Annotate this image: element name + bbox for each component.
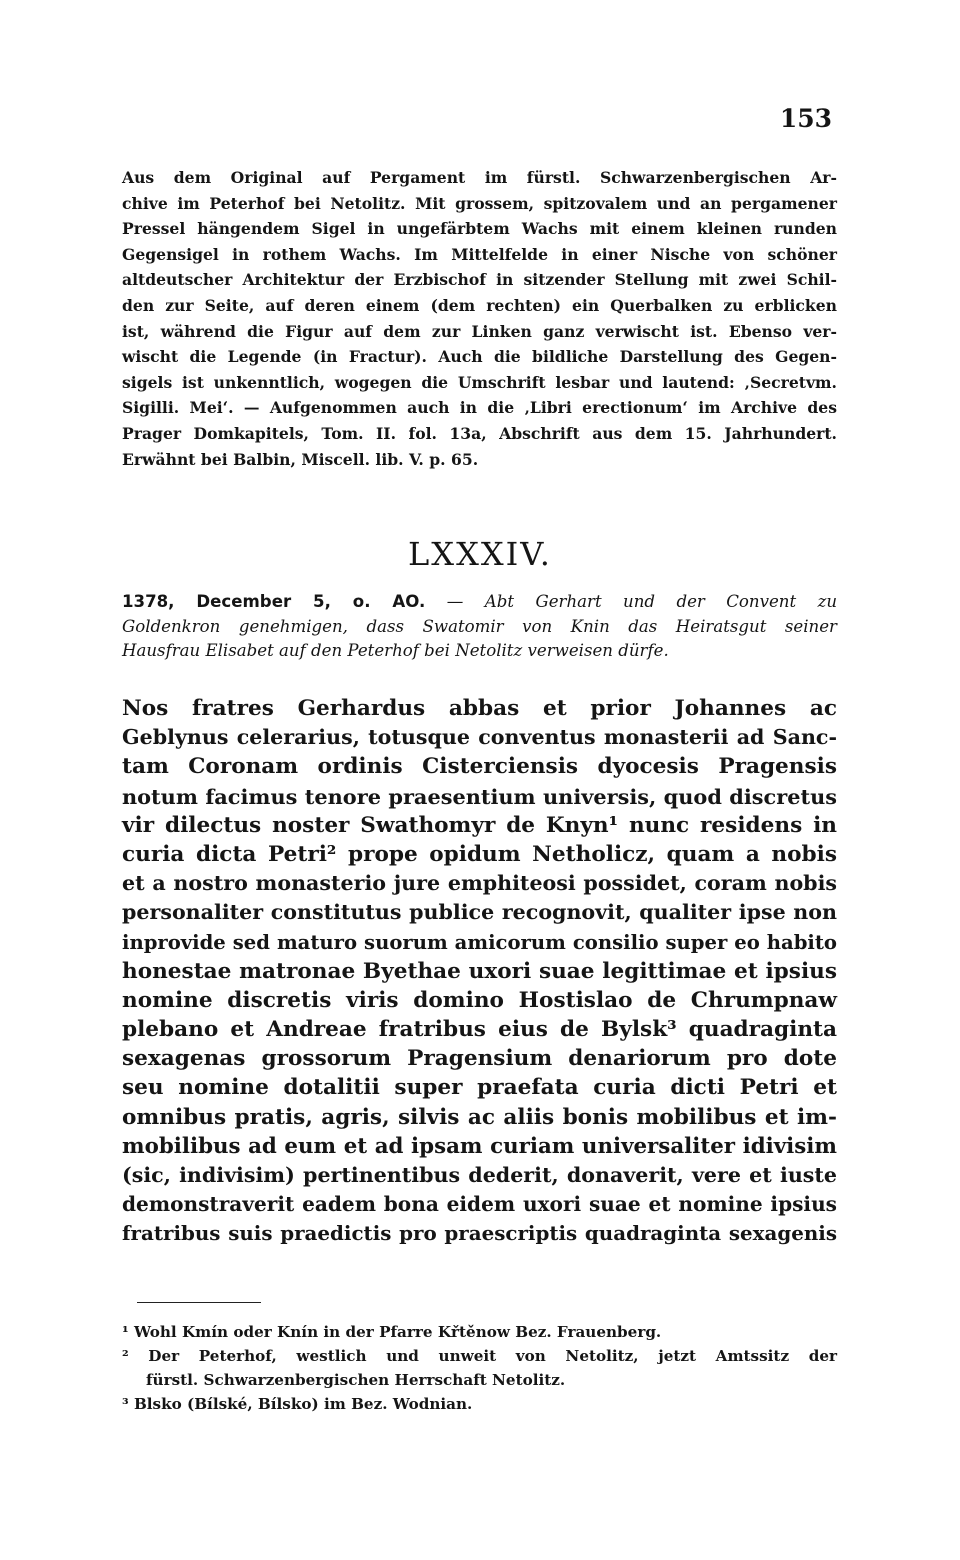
body-line: Geblynus celerarius, totusque conventus monasterii ad Sanc-: [122, 725, 837, 750]
intro-line: Prager Domkapitels, Tom. II. fol. 13a, Abschrift aus dem 15. Jahrhundert.: [122, 423, 837, 443]
footnote-continuation: fürstl. Schwarzenbergischen Herrschaft Netolitz.: [146, 1371, 566, 1389]
regest-summary: [122, 590, 837, 664]
body-line: mobilibus ad eum et ad ipsam curiam universaliter idivisim: [122, 1133, 837, 1159]
regest-line: Hausfrau Elisabet auf den Peterhof bei Netolitz verweisen dürfe.: [122, 641, 669, 661]
intro-line: ist, während die Figur auf dem zur Linken ganz verwischt ist. Ebenso ver-: [122, 321, 837, 341]
regest-date: 1378, December 5, o. AO.: [122, 592, 426, 611]
intro-line: chive im Peterhof bei Netolitz. Mit grossem, spitzovalem und an pergamener: [122, 193, 837, 213]
intro-line: Erwähnt bei Balbin, Miscell. lib. V. p. 65.: [122, 449, 479, 469]
intro-line: sigels ist unkenntlich, wogegen die Umschrift lesbar und lautend: ‚Secretvm.: [122, 372, 837, 392]
body-line: inprovide sed maturo suorum amicorum consilio super eo habito: [122, 930, 837, 954]
body-line: fratribus suis praedictis pro praescriptis quadraginta sexagenis: [122, 1221, 837, 1246]
footnotes: [122, 1320, 837, 1416]
body-line: et a nostro monasterio jure emphiteosi possidet, coram nobis: [122, 871, 837, 896]
intro-line: Gegensigel in rothem Wachs. Im Mittelfelde in einer Nische von schöner: [122, 244, 837, 264]
intro-line: den zur Seite, auf deren einem (dem rechten) ein Querbalken zu erblicken: [122, 295, 837, 315]
charter-text: [122, 694, 837, 1249]
regest-line: Goldenkron genehmigen, dass Swatomir von Knin das Heiratsgut seiner: [122, 616, 837, 636]
intro-line: Aus dem Original auf Pergament im fürstl. Schwarzenbergischen Ar-: [122, 168, 837, 187]
intro-line: altdeutscher Architektur der Erzbischof in sitzender Stellung mit zwei Schil-: [122, 270, 837, 290]
archival-description: [122, 165, 837, 472]
page-number: 153: [779, 104, 832, 133]
body-line: Nos fratres Gerhardus abbas et prior Johannes ac: [122, 696, 837, 721]
regest-text: — Abt Gerhart und der Convent zu: [446, 592, 838, 611]
footnote: ¹ Wohl Kmín oder Knín in der Pfarre Křtěnow Bez. Frauenberg.: [122, 1323, 662, 1341]
body-line: vir dilectus noster Swathomyr de Knyn¹ nunc residens in: [122, 812, 837, 838]
body-line: honestae matronae Byethae uxori suae legittimae et ipsius: [122, 958, 837, 984]
body-line: plebano et Andreae fratribus eius de Bylsk³ quadraginta: [122, 1017, 837, 1043]
body-line: personaliter constitutus publice recognovit, qualiter ipse non: [122, 900, 837, 925]
body-line: sexagenas grossorum Pragensium denariorum pro dote: [122, 1046, 837, 1072]
body-line: omnibus pratis, agris, silvis ac aliis bonis mobilibus et im-: [122, 1104, 837, 1130]
footnote-separator: [137, 1302, 261, 1303]
document-number-heading: LXXXIV.: [408, 535, 552, 573]
body-line: notum facimus tenore praesentium universis, quod discretus: [122, 783, 837, 809]
regest-line: [122, 590, 837, 615]
body-line: tam Coronam ordinis Cisterciensis dyocesis Pragensis: [122, 754, 837, 780]
body-line: curia dicta Petri² prope opidum Netholicz, quam a nobis: [122, 841, 837, 867]
body-line: seu nomine dotalitii super praefata curia dicti Petri et: [122, 1075, 837, 1101]
footnote: ² Der Peterhof, westlich und unweit von Netolitz, jetzt Amtssitz der: [122, 1347, 837, 1365]
body-line: (sic, indivisim) pertinentibus dederit, donaverit, vere et iuste: [122, 1163, 837, 1187]
footnote: ³ Blsko (Bílské, Bílsko) im Bez. Wodnian.: [122, 1395, 473, 1413]
body-line: nomine discretis viris domino Hostislao de Chrumpnaw: [122, 987, 837, 1013]
body-line: demonstraverit eadem bona eidem uxori suae et nomine ipsius: [122, 1192, 837, 1217]
intro-line: Sigilli. Mei‘. — Aufgenommen auch in die ‚Libri erectionum‘ im Archive des: [122, 398, 837, 418]
intro-line: Pressel hängendem Sigel in ungefärbtem Wachs mit einem kleinen runden: [122, 219, 837, 239]
intro-line: wischt die Legende (in Fractur). Auch die bildliche Darstellung des Gegen-: [122, 347, 837, 367]
